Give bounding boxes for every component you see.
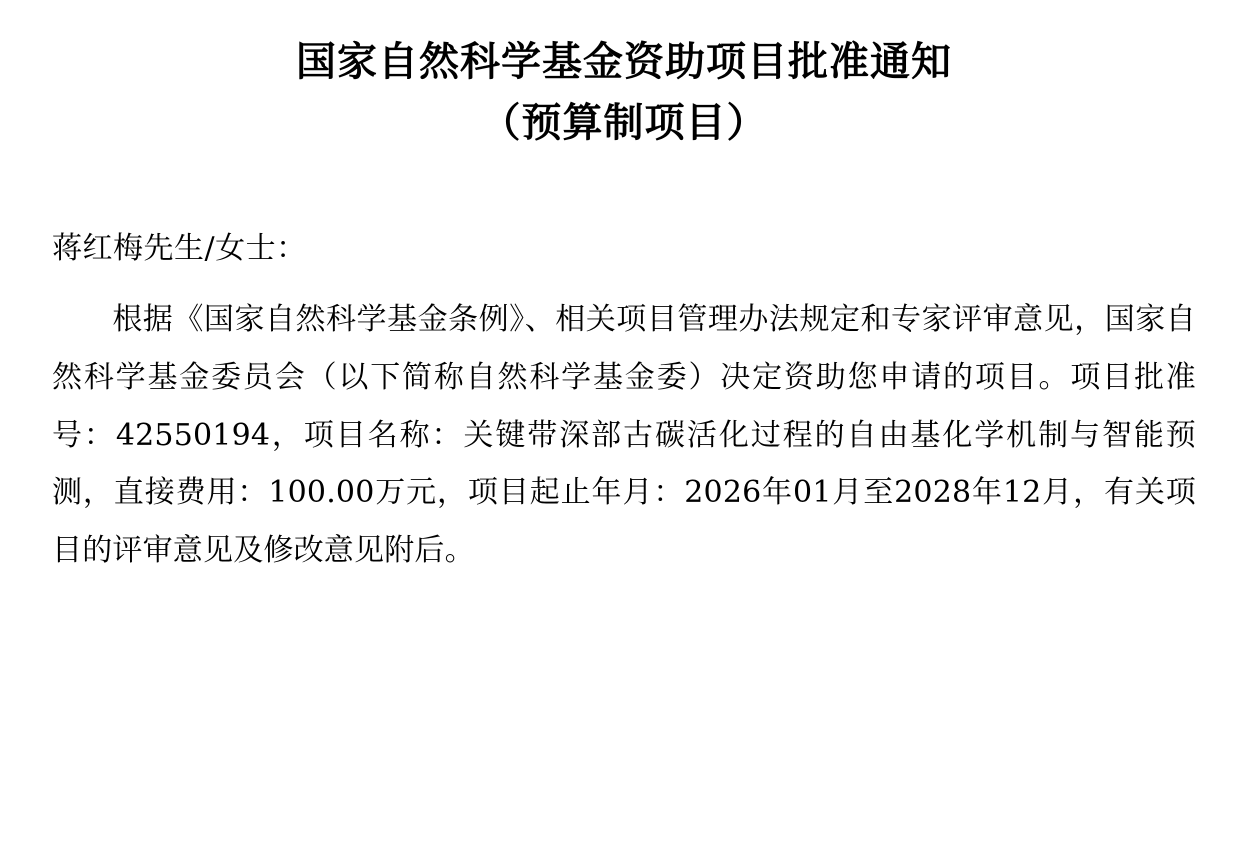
salutation: 蒋红梅先生/女士： <box>52 231 307 267</box>
page-title-line-2: （预算制项目） <box>480 99 768 147</box>
body-paragraph <box>52 291 1196 579</box>
body-paragraph-text: 根据《国家自然科学基金条例》、相关项目管理办法规定和专家评审意见，国家自然科学基金委员会（以下简称自然科学基金委）决定资助您申请的项目。项目批准号：42550194，项目名称：关键带深部古碳活化过程的自由基化学机制与智能预测，直接费用：100.00万元，项目起止年月：2026年01月至2028年12月，有关项目的评审意见及修改意见附后。 <box>52 302 1196 568</box>
page-title-line-1: 国家自然科学基金资助项目批准通知 <box>296 38 952 85</box>
page-title <box>52 36 1196 148</box>
